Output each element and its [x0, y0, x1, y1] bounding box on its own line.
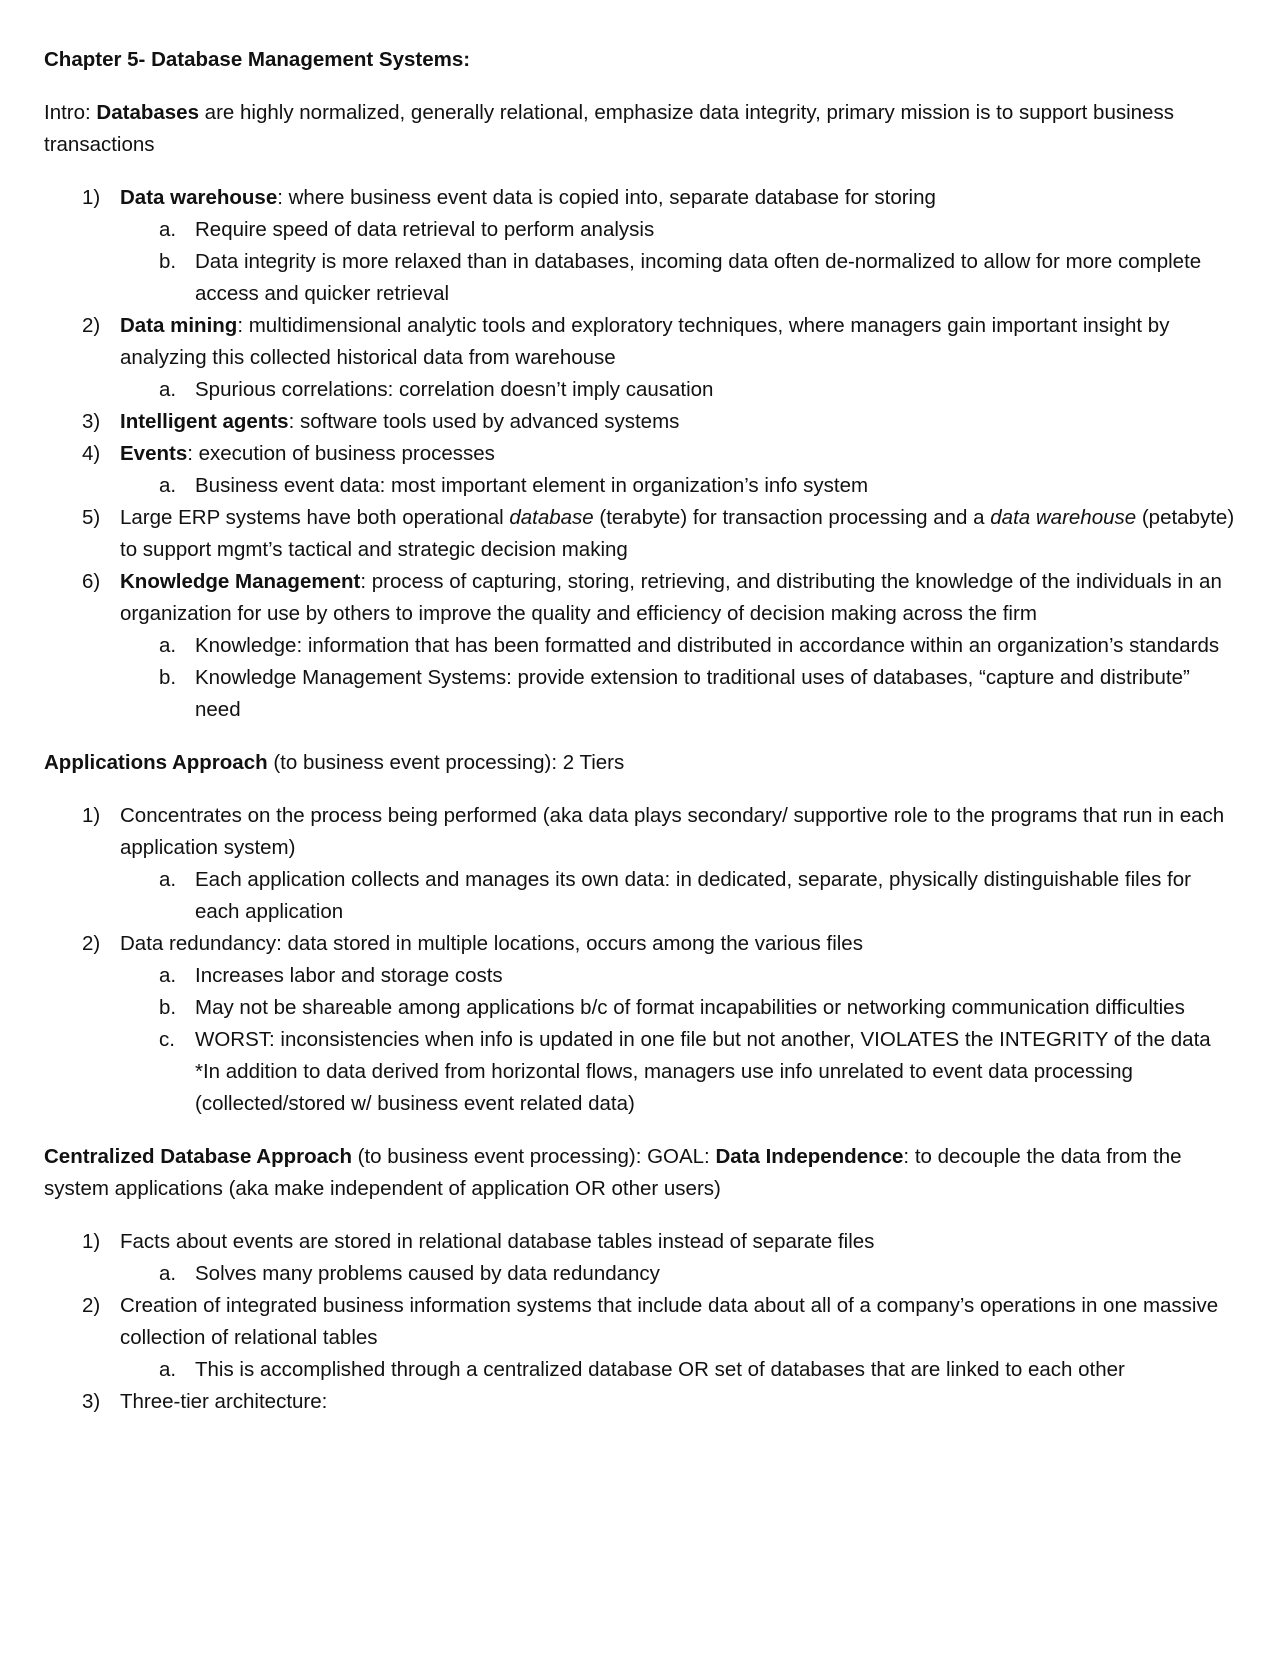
- list-item: [44, 182, 1236, 214]
- section-heading-centralized: [44, 1141, 1236, 1205]
- item-text: (terabyte) for transaction processing and a: [593, 506, 991, 529]
- item-term: Data warehouse: [120, 186, 278, 209]
- section-text: (to business event processing): GOAL:: [351, 1145, 716, 1168]
- item-term: Data mining: [120, 314, 238, 337]
- sub-item-text: Solves many problems caused by data redundancy: [195, 1262, 660, 1285]
- list-number: 2): [82, 932, 101, 955]
- sub-list-letter: a.: [159, 218, 177, 241]
- sub-list-letter: b.: [159, 666, 177, 689]
- list-number: 5): [82, 506, 101, 529]
- sub-list-item: [44, 1354, 1236, 1386]
- item-term: Events: [120, 442, 188, 465]
- sub-list-item: [44, 374, 1236, 406]
- list-item: [44, 310, 1236, 374]
- item-text: Creation of integrated business information systems that include data about all of a company’s operations in one massive collection of relational tables: [120, 1294, 1219, 1349]
- section-term: Centralized Database Approach: [44, 1145, 352, 1168]
- centralized-list: [44, 1226, 1236, 1418]
- sub-list-item: [44, 1024, 1236, 1056]
- sub-list-letter: a.: [159, 1262, 177, 1285]
- list-item: [44, 406, 1236, 438]
- sub-list-item: [44, 630, 1236, 662]
- sub-list-item: [44, 662, 1236, 726]
- item-term: Knowledge Management: [120, 570, 361, 593]
- item-emphasis: database: [509, 506, 594, 529]
- section-term: Data Independence: [715, 1145, 904, 1168]
- applications-list: [44, 800, 1236, 1120]
- list-item: [44, 800, 1236, 864]
- list-number: 1): [82, 1230, 101, 1253]
- item-text: : where business event data is copied into, separate database for storing: [277, 186, 936, 209]
- item-text: Facts about events are stored in relational database tables instead of separate files: [120, 1230, 875, 1253]
- intro-paragraph: [44, 97, 1236, 161]
- section-term: Applications Approach: [44, 751, 268, 774]
- sub-list-letter: a.: [159, 868, 177, 891]
- list-number: 1): [82, 804, 101, 827]
- list-item: [44, 438, 1236, 470]
- sub-list-item: [44, 1258, 1236, 1290]
- sub-item-text: WORST: inconsistencies when info is updated in one file but not another, VIOLATES the INTEGRITY of the data: [195, 1028, 1211, 1051]
- sub-list-item: [44, 214, 1236, 246]
- sub-list-letter: c.: [159, 1028, 175, 1051]
- sub-item-text: Data integrity is more relaxed than in databases, incoming data often de-normalized to allow for more complete access and quicker retrieval: [195, 250, 1202, 305]
- sub-list-item: [44, 864, 1236, 928]
- list-number: 2): [82, 1294, 101, 1317]
- footnote: *In addition to data derived from horizontal flows, managers use info unrelated to event data processing (collected/stored w/ business event related data): [195, 1060, 1133, 1115]
- list-number: 4): [82, 442, 101, 465]
- sub-item-text: Business event data: most important element in organization’s info system: [195, 474, 869, 497]
- item-text: Data redundancy: data stored in multiple locations, occurs among the various files: [120, 932, 863, 955]
- list-number: 1): [82, 186, 101, 209]
- sub-list-letter: a.: [159, 964, 177, 987]
- list-item: [44, 1226, 1236, 1258]
- item-text: Large ERP systems have both operational: [120, 506, 510, 529]
- list-item: [44, 566, 1236, 630]
- sub-item-text: Increases labor and storage costs: [195, 964, 503, 987]
- item-text: : multidimensional analytic tools and exploratory techniques, where managers gain important insight by analyzing this collected historical data from warehouse: [120, 314, 1170, 369]
- sub-item-text: Knowledge: information that has been formatted and distributed in accordance within an organization’s standards: [195, 634, 1220, 657]
- sub-list-item: [44, 960, 1236, 992]
- sub-item-text: Each application collects and manages its own data: in dedicated, separate, physically distinguishable files for each application: [195, 868, 1191, 923]
- sub-item-text: Spurious correlations: correlation doesn’t imply causation: [195, 378, 714, 401]
- sub-list-letter: b.: [159, 250, 177, 273]
- sub-item-text: May not be shareable among applications b/c of format incapabilities or networking communication difficulties: [195, 996, 1185, 1019]
- item-emphasis: data warehouse: [990, 506, 1137, 529]
- list-number: 2): [82, 314, 101, 337]
- item-text: : process of capturing, storing, retrieving, and distributing the knowledge of the individuals in an organization for use by others to improve the quality and efficiency of decision making across the firm: [120, 570, 1222, 625]
- intro-term: Databases: [96, 101, 199, 124]
- list-item: [44, 502, 1236, 566]
- sub-item-text: Knowledge Management Systems: provide extension to traditional uses of databases, “capture and distribute” need: [195, 666, 1190, 721]
- sub-list-item: [44, 246, 1236, 310]
- intro-label: Intro:: [44, 101, 97, 124]
- sub-list-item: [44, 470, 1236, 502]
- sub-item-text: This is accomplished through a centralized database OR set of databases that are linked to each other: [195, 1358, 1125, 1381]
- section-text: : to decouple the data from the system applications (aka make independent of application OR other users): [44, 1145, 1182, 1200]
- sub-list-letter: a.: [159, 474, 177, 497]
- list-item: [44, 1290, 1236, 1354]
- item-text: Concentrates on the process being performed (aka data plays secondary/ supportive role to the programs that run in each application system): [120, 804, 1225, 859]
- sub-list-letter: a.: [159, 378, 177, 401]
- intro-text: are highly normalized, generally relational, emphasize data integrity, primary mission is to support business transactions: [44, 101, 1174, 156]
- list-number: 3): [82, 410, 101, 433]
- sub-list-letter: a.: [159, 1358, 177, 1381]
- sub-list-letter: b.: [159, 996, 177, 1019]
- list-number: 3): [82, 1390, 101, 1413]
- item-term: Intelligent agents: [120, 410, 289, 433]
- list-number: 6): [82, 570, 101, 593]
- overview-list: [44, 182, 1236, 726]
- item-text: Three-tier architecture:: [120, 1390, 328, 1413]
- section-text: (to business event processing): 2 Tiers: [267, 751, 625, 774]
- section-heading-applications: [44, 747, 1236, 779]
- sub-item-text: Require speed of data retrieval to perform analysis: [195, 218, 655, 241]
- item-text: (petabyte) to support mgmt’s tactical and strategic decision making: [120, 506, 1235, 561]
- item-text: : software tools used by advanced systems: [288, 410, 680, 433]
- item-text: : execution of business processes: [187, 442, 495, 465]
- list-item: [44, 928, 1236, 960]
- sub-list-item: [44, 992, 1236, 1024]
- chapter-title: Chapter 5- Database Management Systems:: [44, 48, 471, 71]
- sub-list-letter: a.: [159, 634, 177, 657]
- list-item: [44, 1386, 1236, 1418]
